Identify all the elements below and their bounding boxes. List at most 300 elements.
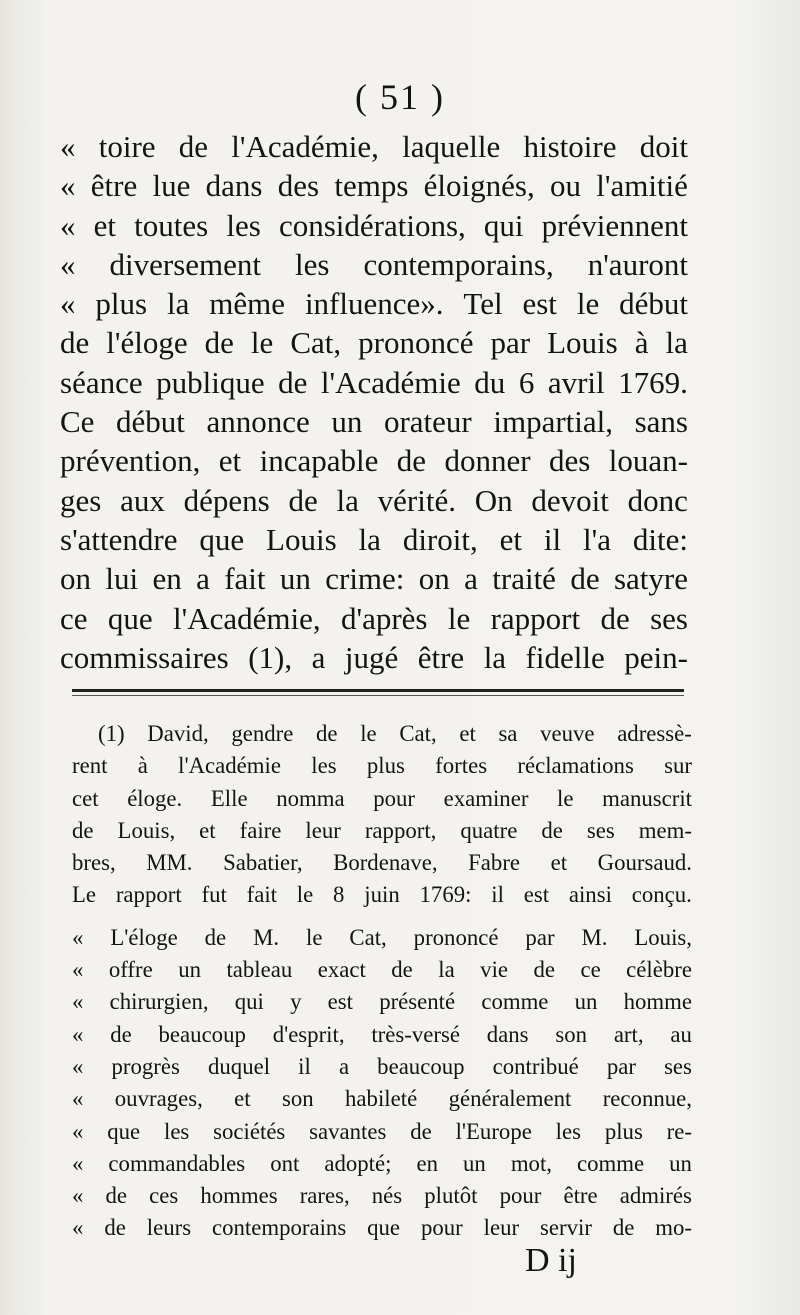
main-text-line [60, 323, 688, 362]
word: « [72, 957, 84, 983]
word: a [311, 639, 326, 675]
main-text-line [60, 402, 688, 441]
word: faire [239, 817, 282, 843]
word: contribué [492, 1053, 579, 1079]
word: le [296, 882, 314, 908]
word: à [634, 325, 649, 361]
word: au [670, 1021, 692, 1047]
word: de [104, 1215, 126, 1241]
word: de [391, 957, 413, 983]
word: plus [95, 286, 148, 322]
word: le [250, 325, 274, 361]
word: considérations, [278, 207, 466, 243]
word: les [163, 1118, 190, 1144]
word: être [90, 168, 138, 204]
word: un [279, 561, 311, 597]
word: fait [246, 882, 277, 908]
word: est [522, 286, 557, 322]
word: de [72, 817, 94, 843]
word: début [116, 404, 185, 440]
word: diversement [109, 246, 262, 282]
word: mo- [655, 1215, 692, 1241]
word: est [327, 989, 353, 1015]
word: ce [60, 600, 88, 636]
word: sa [498, 721, 518, 746]
word: et [218, 443, 242, 479]
signature-mark: D ij [525, 1242, 577, 1279]
word: des [277, 168, 320, 204]
word: par [490, 325, 531, 361]
word: la [358, 521, 381, 557]
word: laquelle [402, 129, 501, 164]
word: L'éloge [110, 924, 178, 950]
footnote-line [72, 718, 692, 750]
word: de [204, 924, 227, 950]
word: orateur [383, 404, 472, 440]
main-text-block [60, 127, 688, 677]
word: l'Académie [320, 364, 461, 400]
word: donner [444, 443, 531, 479]
word: Elle [210, 785, 248, 811]
word: « [60, 168, 76, 204]
main-text-line [60, 284, 688, 323]
word: comme [481, 989, 549, 1015]
word: « [72, 1215, 84, 1241]
word: les [226, 207, 261, 243]
word: Louis, [634, 924, 692, 950]
word: Cat, [290, 325, 342, 361]
word: (1), [248, 639, 293, 675]
word: s'attendre [60, 521, 178, 557]
word: avril [547, 364, 605, 400]
word: la [483, 639, 507, 675]
footnote-quote-line [72, 1180, 692, 1212]
word: que [107, 600, 153, 636]
word: temps [334, 168, 409, 204]
word: « [72, 1053, 84, 1079]
word: la [167, 286, 190, 322]
word: un [331, 404, 363, 440]
word: a [196, 561, 210, 597]
word: dans [205, 168, 263, 204]
word: et [199, 817, 216, 843]
footnote-quote-line [72, 922, 692, 954]
word: Bordenave, [333, 850, 438, 876]
word: que [367, 1215, 401, 1241]
word: de [541, 817, 563, 843]
footnote-line [72, 783, 692, 815]
word: annonce [206, 404, 310, 440]
word: re- [666, 1118, 692, 1144]
word: « [72, 989, 84, 1015]
footnote-line [72, 815, 692, 847]
word: sociétés [213, 1118, 286, 1144]
main-text-line [60, 441, 688, 480]
word: incapable [259, 443, 379, 479]
footnote-quote-line [72, 1212, 692, 1244]
word: manuscrit [602, 785, 692, 811]
word: 8 [333, 882, 345, 908]
word: « [72, 924, 84, 950]
word: louan- [608, 443, 688, 479]
word: l'Académie [178, 753, 281, 779]
word: M. [253, 924, 280, 950]
main-text-line [60, 363, 688, 402]
page-number: ( 51 ) [355, 77, 445, 117]
word: on [418, 561, 450, 597]
word: devoit [531, 482, 609, 518]
word: fait [224, 561, 266, 597]
word: comme [577, 1150, 645, 1176]
word: Cat, [349, 924, 387, 950]
word: ont [270, 1150, 300, 1176]
word: contemporains, [363, 246, 554, 282]
word: quatre [460, 817, 518, 843]
word: bres, [72, 850, 116, 876]
word: adopté; [324, 1150, 392, 1176]
word: dans [486, 1021, 529, 1047]
word: a [338, 1053, 350, 1079]
word: que [199, 521, 245, 557]
word: n'auront [587, 246, 688, 282]
word: de [278, 364, 308, 400]
footnote-quote [72, 922, 692, 1245]
word: l'Académie, [173, 600, 321, 636]
footnote-quote-line [72, 1051, 692, 1083]
word: 1769: [419, 882, 472, 908]
word: de [316, 721, 338, 746]
word: ainsi [568, 882, 612, 908]
word: On [474, 482, 513, 518]
word: dite: [632, 521, 688, 557]
word: le [447, 600, 471, 636]
word: « [60, 207, 76, 243]
word: vérité. [377, 482, 456, 518]
word: « [60, 286, 76, 322]
word: satyre [613, 561, 688, 597]
word: plus [366, 753, 405, 779]
word: réclamations [517, 753, 634, 779]
word: de [60, 325, 90, 361]
word: lui [105, 561, 139, 597]
word: (1) [98, 721, 125, 746]
word: cet [72, 785, 99, 811]
word: de [105, 1183, 128, 1209]
word: exact [317, 957, 366, 983]
word: des [549, 443, 591, 479]
word: et [93, 207, 117, 243]
footnote-quote-line [72, 1148, 692, 1180]
word: par [606, 1053, 636, 1079]
word: donc [627, 482, 688, 518]
word: séance [60, 364, 143, 400]
main-text-line [60, 599, 688, 638]
word: être [417, 639, 465, 675]
word: hommes [200, 1183, 278, 1209]
main-text-line [60, 245, 688, 284]
word: « [72, 1183, 84, 1209]
word: 6 [518, 364, 535, 400]
word: pour [373, 785, 415, 811]
word: fut [201, 882, 227, 908]
word: et [459, 721, 476, 746]
word: toire [98, 129, 156, 164]
word: Goursaud. [597, 850, 692, 876]
word: MM. [146, 850, 193, 876]
footnote-quote-line [72, 1019, 692, 1051]
word: David, [147, 721, 209, 746]
word: plutôt [424, 1183, 478, 1209]
word: ses [650, 600, 688, 636]
word: art, [613, 1021, 644, 1047]
word: du [474, 364, 506, 400]
word: impartial, [493, 404, 613, 440]
word: éloge. [127, 785, 183, 811]
word: la [438, 957, 455, 983]
word: début [619, 286, 688, 322]
word: de [178, 129, 209, 164]
word: la [665, 325, 688, 361]
main-text-line [60, 166, 688, 205]
word: de [612, 1215, 635, 1241]
word: d'esprit, [272, 1021, 345, 1047]
word: mot, [510, 1150, 552, 1176]
word: même [209, 286, 286, 322]
word: progrès [111, 1053, 180, 1079]
word: conçu. [631, 882, 692, 908]
word: de [533, 957, 556, 983]
main-text-line [60, 520, 688, 559]
word: l'a [583, 521, 611, 557]
word: l'éloge [106, 325, 188, 361]
word: traité [492, 561, 556, 597]
word: rares, [299, 1183, 350, 1209]
word: beaucoup [377, 1053, 465, 1079]
word: nomma [276, 785, 345, 811]
word: qui [483, 207, 524, 243]
footnote-quote-line [72, 986, 692, 1018]
word: ce [580, 957, 601, 983]
word: adressè- [617, 721, 692, 746]
word: de [204, 325, 234, 361]
word: savantes [309, 1118, 387, 1144]
word: ces [149, 1183, 179, 1209]
word: Tel [463, 286, 503, 322]
word: fortes [435, 753, 488, 779]
word: ges [60, 482, 102, 518]
word: généralement [448, 1086, 572, 1112]
footnote-quote-line [72, 1083, 692, 1115]
word: de [288, 482, 318, 518]
word: de [410, 1118, 432, 1144]
word: il [298, 1053, 311, 1079]
word: Fabre [468, 850, 521, 876]
word: sur [664, 753, 692, 779]
word: lue [152, 168, 191, 204]
word: leurs [146, 1215, 192, 1241]
word: son [555, 1021, 588, 1047]
word: et [499, 521, 522, 557]
word: célèbre [626, 957, 692, 983]
word: est [523, 882, 550, 908]
word: homme [623, 989, 692, 1015]
word: les [295, 246, 330, 282]
word: tableau [226, 957, 293, 983]
word: « [72, 1086, 84, 1112]
footnote-line [72, 847, 692, 879]
word: éloignés, [423, 168, 535, 204]
word: crime: [325, 561, 405, 597]
footnote-line [72, 879, 692, 911]
word: la [336, 482, 359, 518]
word: son [281, 1086, 314, 1112]
word: servir [540, 1215, 592, 1241]
word: juin [364, 882, 400, 908]
word: « [60, 129, 76, 164]
word: pein- [624, 639, 688, 675]
word: « [72, 1021, 84, 1047]
word: il [491, 882, 504, 908]
word: ses [586, 817, 615, 843]
word: offre [108, 957, 153, 983]
word: y [290, 989, 302, 1015]
word: prononcé [358, 325, 474, 361]
word: le [557, 785, 574, 811]
word: gendre [231, 721, 294, 746]
word: rapport [490, 600, 581, 636]
word: à [137, 753, 148, 779]
word: Louis [547, 325, 618, 361]
word: publique [156, 364, 265, 400]
main-text-line [60, 127, 688, 166]
main-text-line [60, 638, 688, 677]
word: en [416, 1150, 438, 1176]
word: 1769. [618, 364, 688, 400]
word: par [525, 924, 555, 950]
word: chirurgien, [109, 989, 209, 1015]
word: et [234, 1086, 251, 1112]
word: le [576, 286, 600, 322]
word: beaucoup [158, 1021, 246, 1047]
word: de [396, 443, 427, 479]
word: nés [371, 1183, 403, 1209]
word: l'Europe [455, 1118, 532, 1144]
word: l'Académie, [231, 129, 379, 164]
word: pour [499, 1183, 542, 1209]
word: très-versé [371, 1021, 460, 1047]
word: de [600, 600, 630, 636]
word: a [464, 561, 478, 597]
word: Le [72, 882, 97, 908]
word: sans [634, 404, 688, 440]
word: doit [639, 129, 688, 164]
word: « [72, 1118, 84, 1144]
word: de [110, 1021, 132, 1047]
main-text-line [60, 206, 688, 245]
word: et [550, 850, 568, 876]
word: mem- [638, 817, 692, 843]
word: l'amitié [596, 168, 688, 204]
word: veuve [540, 721, 595, 746]
word: présenté [379, 989, 456, 1015]
word: commandables [108, 1150, 246, 1176]
word: un [463, 1150, 486, 1176]
word: prévention, [60, 443, 201, 479]
word: histoire [523, 129, 617, 164]
word: vie [480, 957, 509, 983]
word: leur [483, 1215, 520, 1241]
word: reconnue, [602, 1086, 692, 1112]
word: qui [234, 989, 264, 1015]
footnote-rule-thin [72, 695, 684, 696]
word: d'après [340, 600, 428, 636]
main-text-line [60, 481, 688, 520]
word: un [574, 989, 598, 1015]
main-text-line [60, 559, 688, 598]
footnote-block [72, 718, 692, 1245]
word: toutes [134, 207, 209, 243]
word: influence». [304, 286, 444, 322]
word: M. [581, 924, 608, 950]
word: ou [549, 168, 581, 204]
word: admirés [619, 1183, 692, 1209]
word: que [107, 1118, 141, 1144]
word: il [543, 521, 562, 557]
word: être [563, 1183, 598, 1209]
footnote-quote-line [72, 954, 692, 986]
word: leur [305, 817, 341, 843]
word: jugé [344, 639, 399, 675]
footnote-quote-line [72, 1116, 692, 1148]
word: prononcé [413, 924, 499, 950]
word: préviennent [541, 207, 688, 243]
word: Louis, [117, 817, 176, 843]
word: rent [72, 753, 108, 779]
word: aux [120, 482, 165, 518]
word: le [306, 924, 323, 950]
word: Cat, [399, 721, 437, 746]
word: rapport [115, 882, 182, 908]
word: un [178, 957, 201, 983]
word: duquel [208, 1053, 271, 1079]
word: Ce [60, 404, 95, 440]
word: « [60, 246, 76, 282]
word: on [60, 561, 91, 597]
footnote-rule [72, 689, 684, 692]
word: le [360, 721, 377, 746]
word: les [555, 1118, 581, 1144]
word: habileté [345, 1086, 418, 1112]
word: Louis [266, 521, 337, 557]
word: rapport, [364, 817, 437, 843]
word: ses [664, 1053, 692, 1079]
word: dépens [183, 482, 270, 518]
word: contemporains [211, 1215, 347, 1241]
word: examiner [443, 785, 529, 811]
word: commissaires [60, 639, 229, 675]
word: plus [604, 1118, 643, 1144]
footnote-line [72, 750, 692, 782]
word: diroit, [402, 521, 478, 557]
word: en [152, 561, 182, 597]
word: pour [420, 1215, 463, 1241]
word: un [669, 1150, 692, 1176]
word: de [570, 561, 600, 597]
word: Sabatier, [223, 850, 303, 876]
word: fidelle [525, 639, 605, 675]
word: ouvrages, [114, 1086, 203, 1112]
word: « [72, 1150, 84, 1176]
